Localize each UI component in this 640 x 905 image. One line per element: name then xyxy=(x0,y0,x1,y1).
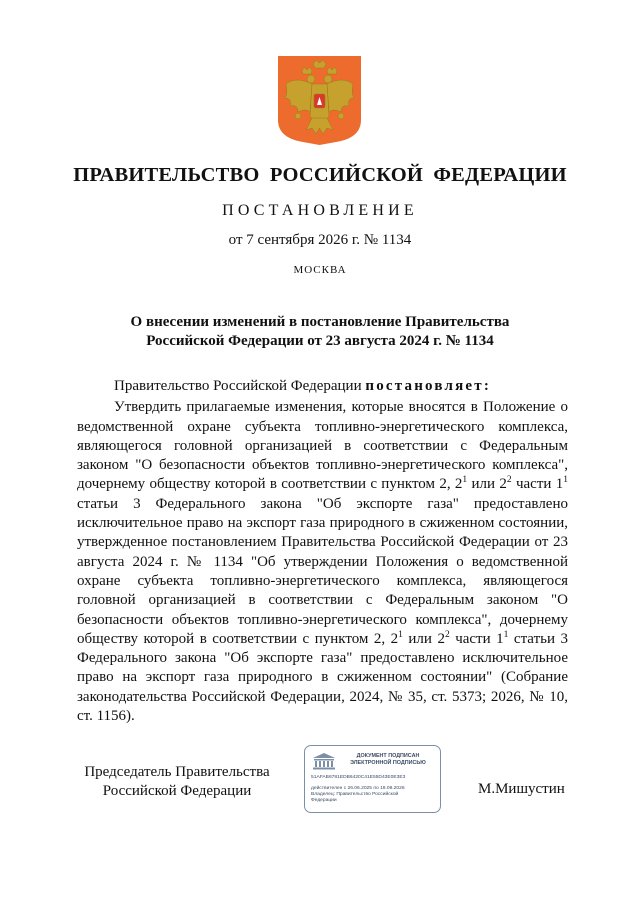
document-type: ПОСТАНОВЛЕНИЕ xyxy=(222,202,418,219)
paragraph-text: или 2 xyxy=(402,630,445,647)
document-subject xyxy=(0,313,640,351)
stamp-serial: 51AFAB6781EDB6420C41E55D43E0E3E3 xyxy=(311,775,406,780)
signer-position-line-2: Российской Федерации xyxy=(102,783,252,799)
superscript: 1 xyxy=(462,475,468,486)
paragraph-text: статьи 3 Федерального закона "Об экспорте газа" предоставлено исключительное право на экспорт газа природного в сжиженном состоянии" (Собрание законодательства Российской Федерации, 2024, № 35, ст. 5373; 2026, № 10, ст. 1156). xyxy=(77,630,568,725)
signer-position-line-1: Председатель Правительства xyxy=(84,764,270,780)
subject-line-1: О внесении изменений в постановление Правительства xyxy=(130,314,510,330)
paragraph-text: Утвердить прилагаемые изменения, которые вносятся в Положение о ведомственной охране субъекта топливно-энергетического комплекса, являющегося головной организацией в соответствии с Федеральным законом "О безопасности объектов топливно-энергетического комплекса", дочернему обществу которой в соответствии с пунктом 2, 2 xyxy=(77,399,568,493)
stamp-title-line-1: ДОКУМЕНТ ПОДПИСАН xyxy=(356,753,420,759)
stamp-validity: действителен с 26.06.2025 по 19.09.2026 xyxy=(311,786,405,791)
russian-coat-of-arms-icon xyxy=(276,54,363,146)
superscript: 1 xyxy=(503,629,509,640)
superscript: 2 xyxy=(444,629,450,640)
signer-name: М.Мишустин xyxy=(478,781,565,797)
document-body xyxy=(77,377,568,726)
document-city: МОСКВА xyxy=(293,264,347,276)
stamp-title xyxy=(339,753,437,767)
decrees-word: постановляет: xyxy=(365,378,492,394)
superscript: 1 xyxy=(563,475,568,486)
stamp-owner-line-1: Владелец: Правительство Российской xyxy=(311,792,399,797)
subject-line-2: Российской Федерации от 23 августа 2024 г. № 1134 xyxy=(146,333,494,349)
stamp-title-line-2: ЭЛЕКТРОННОЙ ПОДПИСЬЮ xyxy=(350,760,426,766)
government-title: ПРАВИТЕЛЬСТВО РОССИЙСКОЙ ФЕДЕРАЦИИ xyxy=(73,164,567,186)
government-building-icon xyxy=(311,752,337,770)
intro-text: Правительство Российской Федерации xyxy=(114,378,362,394)
paragraph-text: статьи 3 Федерального закона "Об экспорте газа" предоставлено исключительное право на экспорт газа природного в сжиженном состоянии, утвержденное постановлением Правительства Российской Федерации от 23 августа 2024 г. № 1134 "Об утверждении Положения о ведомственной охране субъекта топливно-энергетического комплекса, являющегося головной организацией в соответствии с Федеральным законом "О безопасности объектов топливно-энергетического комплекса", дочернему обществу которой в соответствии с пунктом 2, 2 xyxy=(77,495,568,647)
document-date-number: от 7 сентября 2026 г. № 1134 xyxy=(228,232,412,248)
stamp-details xyxy=(311,786,405,804)
main-paragraph xyxy=(77,398,568,726)
signer-position xyxy=(77,763,277,801)
stamp-owner-line-2: Федерации xyxy=(311,798,337,803)
electronic-signature-stamp xyxy=(304,745,441,813)
intro-paragraph xyxy=(77,377,568,396)
superscript: 2 xyxy=(506,475,512,486)
paragraph-text: части 1 xyxy=(511,476,564,493)
paragraph-text: части 1 xyxy=(449,630,504,647)
paragraph-text: или 2 xyxy=(467,476,507,493)
superscript: 1 xyxy=(398,629,403,640)
